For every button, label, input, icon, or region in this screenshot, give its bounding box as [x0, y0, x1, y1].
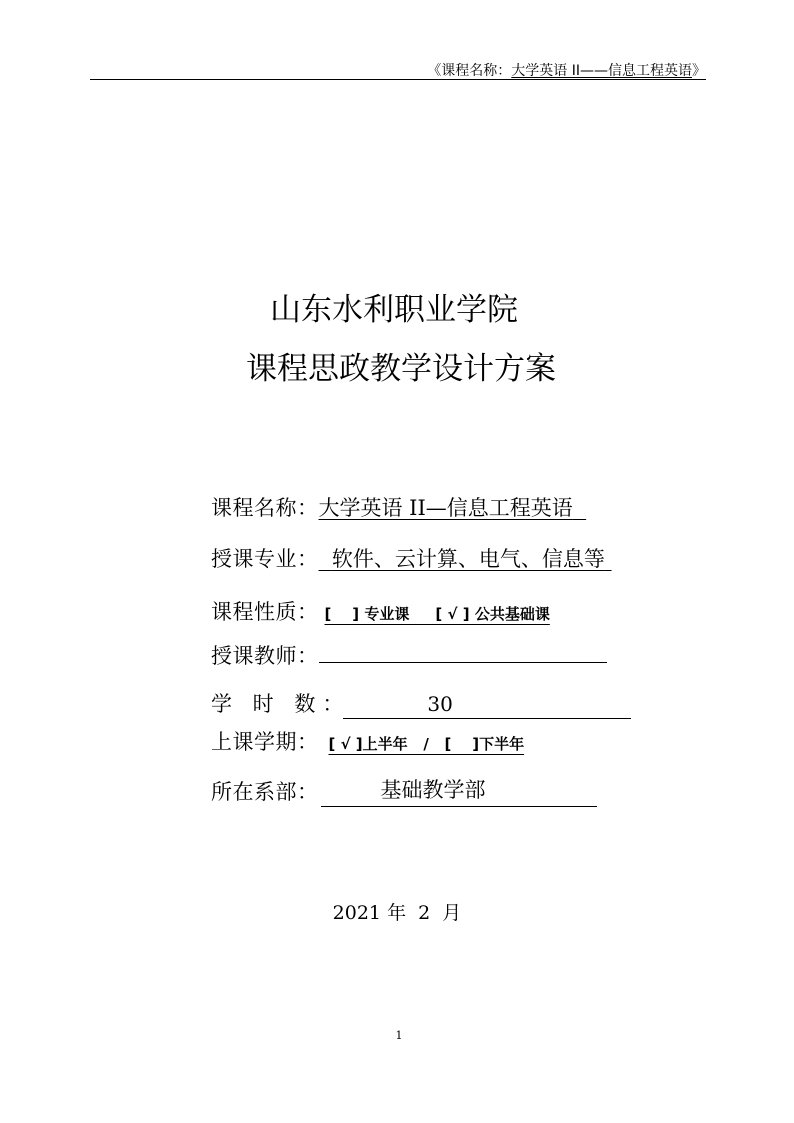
- institution-title: 山东水利职业学院: [270, 292, 518, 328]
- course-name-value: 大学英语 II—信息工程英语: [318, 496, 573, 520]
- major-underline-lead: [319, 547, 332, 571]
- header-prefix: 《课程名称：: [427, 63, 512, 79]
- course-name-label: 课程名称：: [211, 496, 319, 520]
- field-nature: [211, 596, 550, 626]
- semester-value: [ √ ]上半年 / [ ]下半年: [328, 735, 525, 753]
- major-label: 授课专业：: [211, 547, 319, 571]
- nature-label: 课程性质：: [211, 600, 319, 624]
- header-suffix: 》: [692, 63, 706, 79]
- field-hours: [211, 688, 631, 719]
- hours-value: 30: [427, 692, 453, 716]
- field-department: [211, 776, 597, 807]
- teacher-label: 授课教师：: [211, 644, 319, 668]
- hours-value-line: [343, 692, 631, 719]
- field-major: [211, 543, 612, 573]
- page-number: 1: [395, 1029, 403, 1042]
- semester-label: 上课学期：: [211, 730, 319, 754]
- nature-value: [ ] 专业课 [ √ ] 公共基础课: [324, 605, 550, 623]
- header-course: 大学英语 II——信息工程英语: [511, 63, 692, 79]
- department-value: 基础教学部: [380, 778, 486, 802]
- department-label: 所在系部：: [211, 780, 319, 804]
- major-underline-pad: [605, 547, 612, 571]
- course-name-underline-pad: [573, 496, 586, 520]
- department-value-line: [321, 780, 597, 807]
- hours-label: 学 时 数：: [211, 692, 351, 716]
- document-title: 课程思政教学设计方案: [246, 351, 556, 387]
- document-date: 2021 年 2 月: [332, 902, 462, 924]
- teacher-value-line: [319, 642, 607, 663]
- running-header: [427, 60, 706, 80]
- field-semester: [211, 726, 536, 756]
- field-course-name: [211, 492, 586, 522]
- major-value: 软件、云计算、电气、信息等: [331, 547, 605, 571]
- header-rule: [90, 79, 706, 80]
- field-teacher: [211, 640, 607, 670]
